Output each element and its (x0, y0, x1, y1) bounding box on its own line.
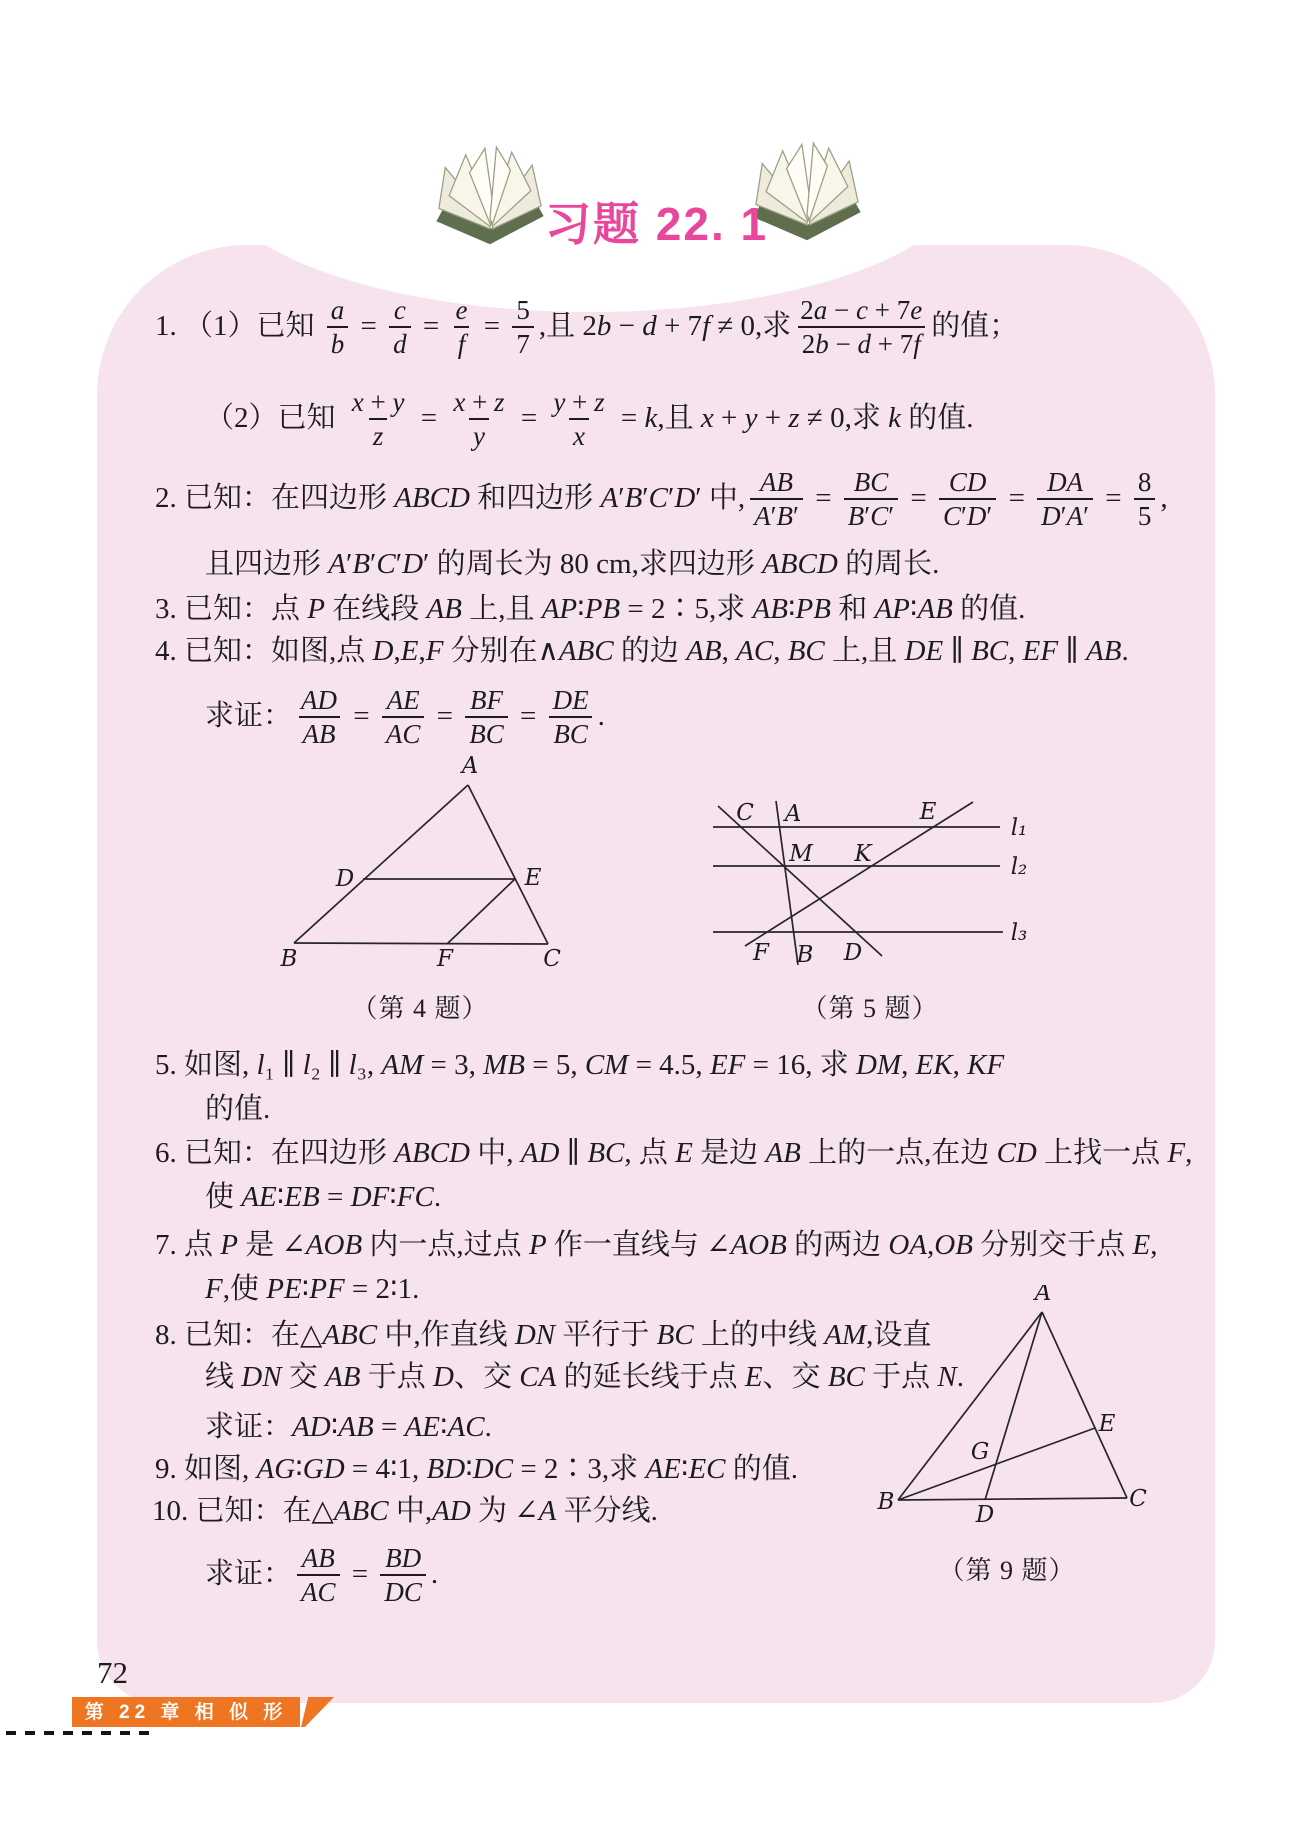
figure-line (447, 879, 515, 944)
vertex-label: B (796, 942, 814, 968)
figure-line (718, 806, 882, 956)
fraction: $\frac{x + z}{y}$ (453, 386, 505, 451)
problem-1-part-1: 1. （1）已知 $\frac{a}{b}$ = $\frac{c}{d}$ = $\frac{e}{f}$ = $\frac{5}{7}$ ,且 2 b − d + 7 f ≠ 0,求 $\frac{2a - c + 7e}{2b - d + 7f}$ 的值； (155, 294, 1019, 359)
figure-line (898, 1498, 1127, 1500)
open-book-image (425, 142, 555, 257)
fraction: $\frac{AE}{AC}$ (382, 685, 425, 749)
problem-2-line-2: 且四边形 A ′ B ′ C ′ D ′ 的周长为 80 cm ,求四边形 ABCD 的周长. (205, 548, 940, 581)
fraction: $\frac{DA}{D'A'}$ (1037, 467, 1093, 531)
vertex-label: D (335, 866, 355, 892)
vertex-label: D (975, 1502, 995, 1528)
fraction: $\frac{y + z}{x}$ (553, 386, 605, 451)
fraction: $\frac{e}{f}$ (455, 294, 468, 359)
problem-10-proof: 求证： $\frac{AB}{AC}$ = $\frac{BD}{DC}$ . (205, 1542, 439, 1607)
fraction: $\frac{BF}{BC}$ (465, 685, 508, 749)
fraction: $\frac{2a - c + 7e}{2b - d + 7f}$ (796, 295, 926, 359)
figure-line (898, 1428, 1095, 1500)
problem-8-line-2: 线 DN 交 AB 于点 D 、交 CA 的延长线于点 E 、交 BC 于点 N . (205, 1361, 964, 1394)
problem-7-line-1: 7. 点 P 是 ∠ AOB 内一点,过点 P 作一直线与 ∠ AOB 的两边 OA , OB 分别交于点 E , (155, 1229, 1158, 1262)
vertex-label: l₂ (1010, 854, 1028, 880)
vertex-label: F (753, 940, 769, 966)
problem-8-proof: 求证： AD ∶ AB = AE ∶ AC . (205, 1411, 492, 1444)
vertex-label: C (1129, 1486, 1147, 1512)
figure-problem-9 (875, 1285, 1165, 1530)
fraction: $\frac{a}{b}$ (327, 295, 349, 359)
vertex-label: B (877, 1489, 895, 1515)
page-title: 习题 22. 1 (545, 198, 769, 250)
vertex-label: E (524, 865, 542, 891)
figure-line (1042, 1312, 1127, 1498)
fraction: $\frac{BD}{DC}$ (380, 1543, 426, 1607)
figure-line (898, 1312, 1042, 1500)
figure-problem-4 (225, 745, 575, 980)
fraction: $\frac{CD}{C'D'}$ (939, 467, 996, 531)
vertex-label: A (461, 753, 479, 779)
figure-4-caption: （第 4 题） (351, 994, 489, 1023)
problem-5-line-1: 5. 如图, l ₁ ∥ l ₂ ∥ l ₃, AM = 3, MB = 5, CM = 4.5, EF = 16, 求 DM , EK , KF (155, 1049, 1005, 1082)
problem-9: 9. 如图, AG ∶ GD = 4∶1, BD ∶ DC = 2∶3,求 AE ∶ EC 的值. (155, 1453, 799, 1486)
vertex-label: l₁ (1010, 815, 1028, 841)
figure-problem-5 (595, 740, 1040, 980)
fraction: $\frac{BC}{B'C'}$ (844, 467, 898, 531)
figure-5-caption: （第 5 题） (801, 994, 939, 1023)
figure-9-caption: （第 9 题） (938, 1556, 1076, 1585)
problem-5-line-2: 的值. (205, 1093, 271, 1126)
problem-6-line-2: 使 AE ∶ EB = DF ∶ FC . (205, 1181, 442, 1214)
fraction: $\frac{5}{7}$ (512, 295, 534, 359)
problem-10: 10. 已知：在△ ABC 中, AD 为 ∠ A 平分线. (152, 1495, 658, 1528)
problem-8-line-1: 8. 已知：在△ ABC 中,作直线 DN 平行于 BC 上的中线 AM ,设直 (155, 1319, 932, 1352)
problem-7-line-2: F ,使 PE ∶ PF = 2∶1. (205, 1273, 420, 1306)
vertex-label: K (854, 841, 872, 867)
vertex-label: A (784, 801, 802, 827)
figure-line (294, 785, 468, 943)
fraction: $\frac{AB}{A'B'}$ (750, 467, 803, 531)
problem-2-line-1: 2. 已知：在四边形 ABCD 和四边形 A ′ B ′ C ′ D ′ 中, $\frac{AB}{A'B'}$ = $\frac{BC}{B'C'}$ = $\frac{CD}{C'D'}$ = $\frac{DA}{D'A'}$ = $\frac{8}{5}$ , (155, 466, 1168, 531)
fraction: $\frac{c}{d}$ (389, 295, 411, 359)
dashed-line-decoration (6, 1731, 154, 1735)
figure-line (294, 943, 548, 944)
vertex-label: F (437, 946, 453, 972)
problem-4-proof: 求证： $\frac{AD}{AB}$ = $\frac{AE}{AC}$ = $\frac{BF}{BC}$ = $\frac{DE}{BC}$ . (205, 684, 605, 749)
page-number: 72 (97, 1655, 128, 1690)
vertex-label: E (1098, 1411, 1116, 1437)
vertex-label: D (843, 940, 863, 966)
fraction: $\frac{x + y}{z}$ (351, 386, 405, 451)
figure-line (985, 1312, 1042, 1500)
fraction: $\frac{AB}{AC}$ (297, 1543, 340, 1607)
chapter-banner: 第 22 章 相 似 形 (72, 1697, 300, 1727)
vertex-label: A (1034, 1285, 1052, 1306)
vertex-label: C (543, 946, 561, 972)
problem-6-line-1: 6. 已知：在四边形 ABCD 中, AD ∥ BC , 点 E 是边 AB 上的一点,在边 CD 上找一点 F , (155, 1137, 1193, 1170)
vertex-label: l₃ (1010, 920, 1028, 946)
problem-1-part-2: （2）已知 $\frac{x + y}{z}$ = $\frac{x + z}{y}$ = $\frac{y + z}{x}$ = k ,且 x + y + z ≠ 0,求 k 的值. (205, 386, 974, 451)
vertex-label: M (789, 841, 813, 867)
problem-4-line-1: 4. 已知：如图,点 D , E , F 分别在∧ ABC 的边 AB , AC , BC 上,且 DE ∥ BC , EF ∥ AB . (155, 635, 1129, 668)
fraction: $\frac{AD}{AB}$ (297, 685, 341, 749)
vertex-label: E (919, 799, 937, 825)
fraction: $\frac{DE}{BC}$ (549, 685, 593, 749)
fraction: $\frac{8}{5}$ (1134, 467, 1156, 531)
vertex-label: B (280, 946, 298, 972)
problem-3: 3. 已知：点 P 在线段 AB 上,且 AP ∶ PB = 2∶5,求 AB ∶ PB 和 AP ∶ AB 的值. (155, 593, 1026, 626)
vertex-label: G (970, 1439, 990, 1465)
vertex-label: C (736, 800, 754, 826)
